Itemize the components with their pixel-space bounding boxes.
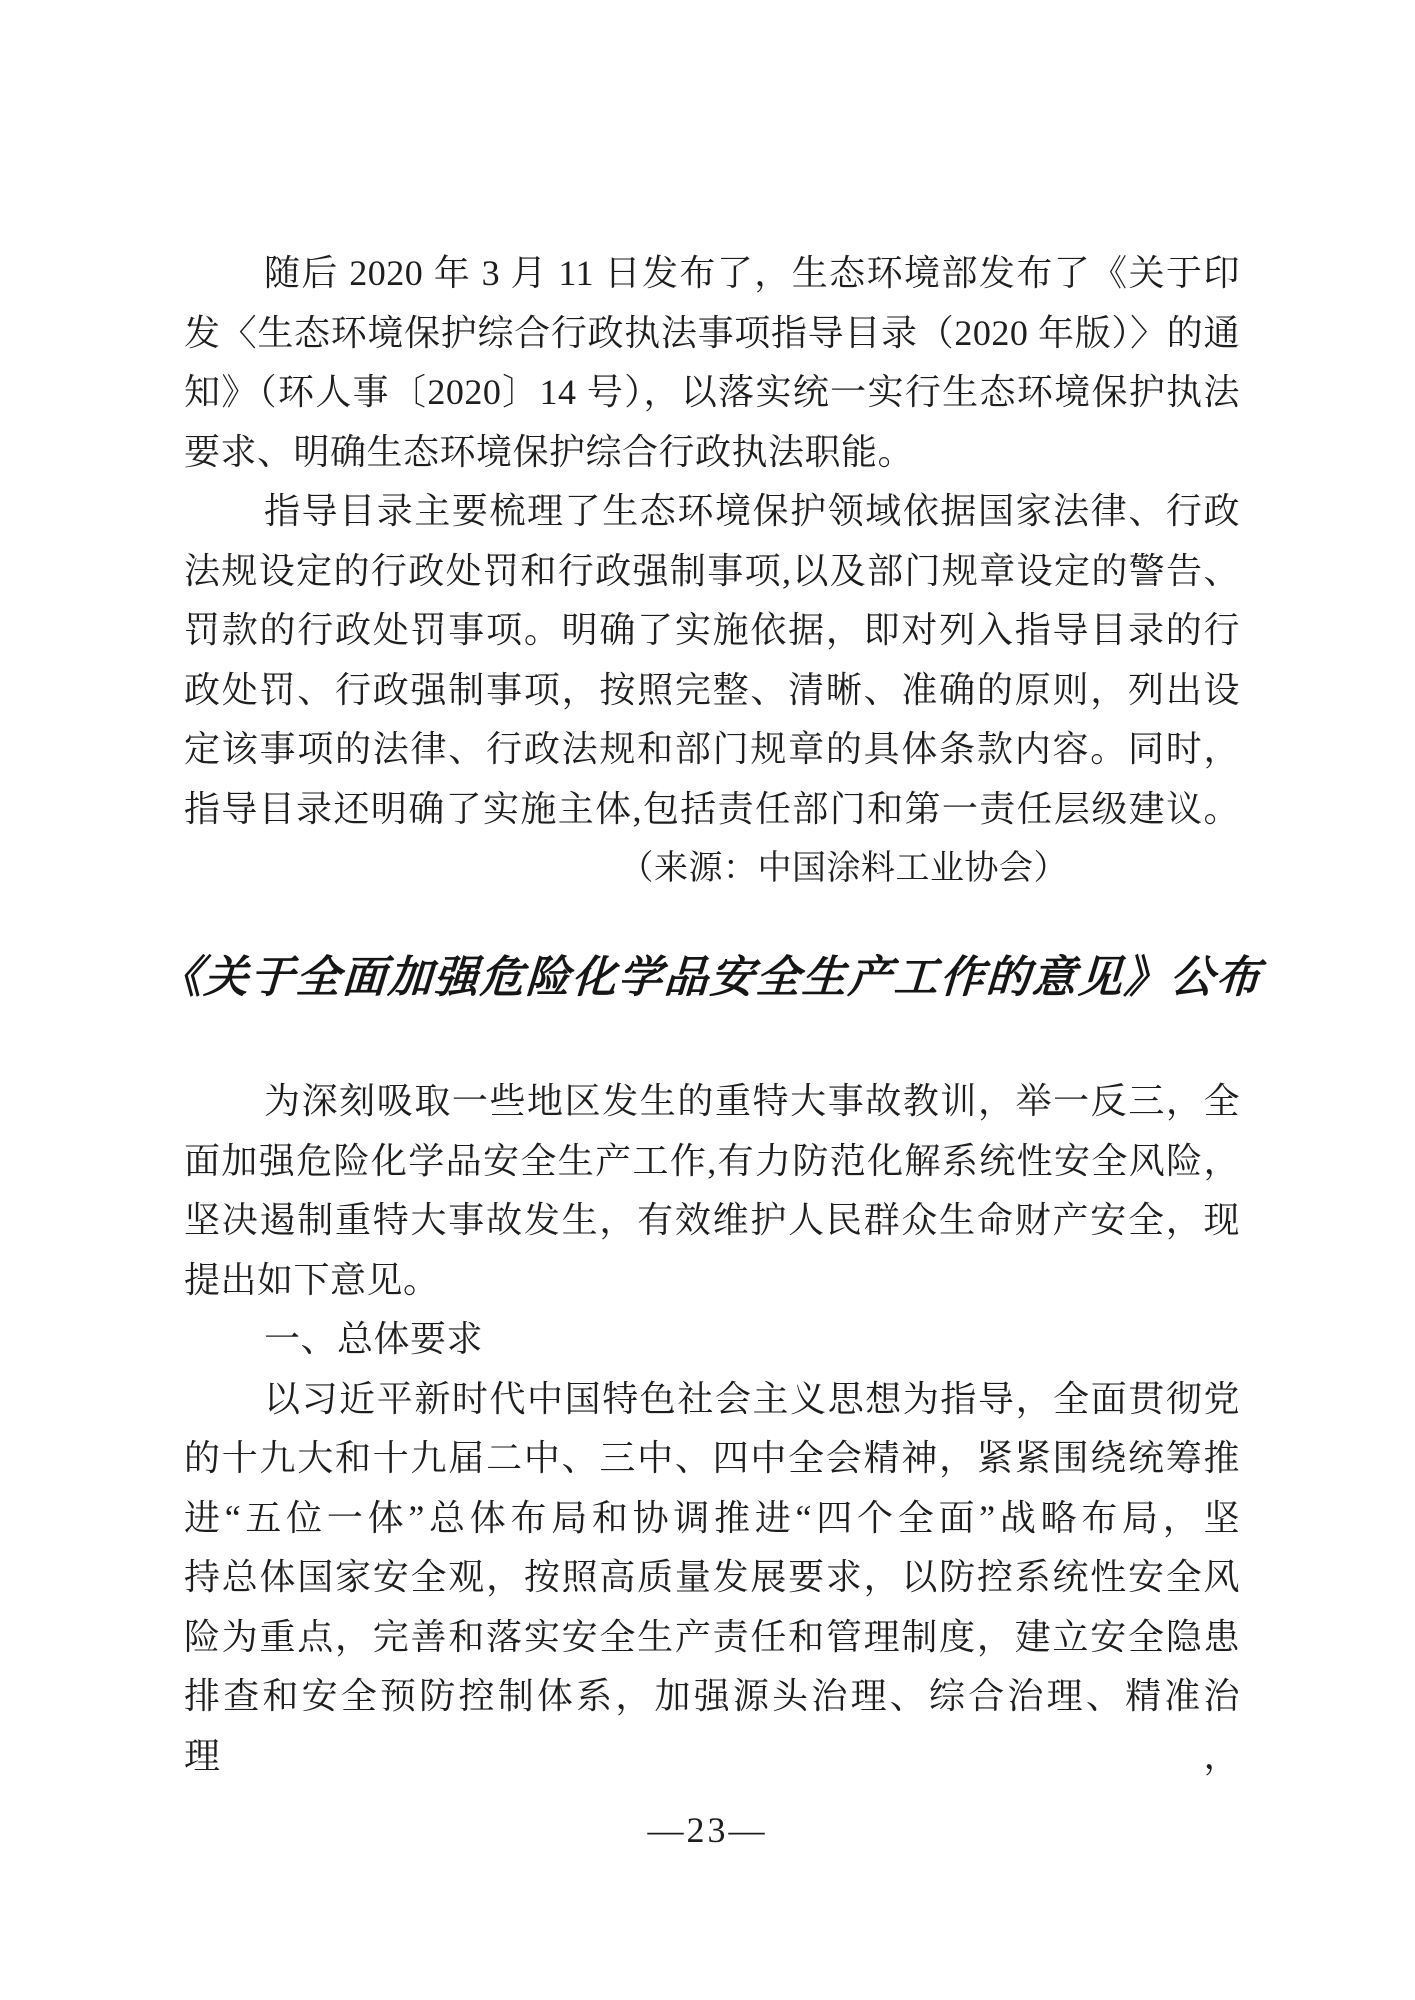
body-text-line: 的十九大和十九届二中、三中、四中全会精神，紧紧围绕统筹推 bbox=[184, 1438, 1240, 1478]
article-2-body bbox=[184, 1072, 1240, 1776]
body-text-line: 政处罚、行政强制事项，按照完整、清晰、准确的原则，列出设 bbox=[184, 669, 1240, 710]
body-text-line: 提出如下意见。 bbox=[184, 1259, 440, 1300]
body-text-line: 进“五位一体”总体布局和协调推进“四个全面”战略布局，坚 bbox=[184, 1497, 1240, 1538]
body-text-line: 为深刻吸取一些地区发生的重特大事故教训，举一反三，全 bbox=[264, 1081, 1240, 1121]
body-text-line: 坚决遏制重特大事故发生，有效维护人民群众生命财产安全，现 bbox=[184, 1200, 1240, 1240]
body-text-line: 排查和安全预防控制体系，加强源头治理、综合治理、精准治理， bbox=[184, 1676, 1240, 1776]
body-text-line: 要求、明确生态环境保护综合行政执法职能。 bbox=[184, 431, 915, 472]
body-text-line: 以习近平新时代中国特色社会主义思想为指导，全面贯彻党 bbox=[264, 1378, 1240, 1419]
body-text-line: 险为重点，完善和落实安全生产责任和管理制度，建立安全隐患 bbox=[184, 1616, 1240, 1657]
body-text-line: 随后 2020 年 3 月 11 日发布了，生态环境部发布了《关于印 bbox=[264, 253, 1240, 293]
page-number: —23— bbox=[647, 1810, 768, 1850]
body-text-line: 指导目录主要梳理了生态环境保护领域依据国家法律、行政 bbox=[264, 491, 1240, 531]
source-attribution: （来源：中国涂料工业协会） bbox=[619, 850, 1068, 887]
body-text-line: 法规设定的行政处罚和行政强制事项,以及部门规章设定的警告、 bbox=[184, 550, 1240, 591]
body-text-line: 面加强危险化学品安全生产工作,有力防范化解系统性安全风险， bbox=[184, 1140, 1240, 1181]
section-subheading: 一、总体要求 bbox=[264, 1319, 484, 1359]
body-text-line: 知》（环人事〔2020〕14 号），以落实统一实行生态环境保护执法 bbox=[184, 372, 1240, 412]
body-text-line: 持总体国家安全观，按照高质量发展要求，以防控系统性安全风 bbox=[184, 1557, 1240, 1597]
body-text-line: 定该事项的法律、行政法规和部门规章的具体条款内容。同时， bbox=[184, 729, 1240, 769]
article-heading: 《关于全面加强危险化学品安全生产工作的意见》公布 bbox=[156, 953, 1264, 1002]
article-1-body bbox=[184, 244, 1240, 899]
body-text-line: 指导目录还明确了实施主体,包括责任部门和第一责任层级建议。 bbox=[184, 788, 1240, 829]
body-text-line: 发〈生态环境保护综合行政执法事项指导目录（2020 年版）〉的通 bbox=[184, 312, 1240, 353]
body-text-line: 罚款的行政处罚事项。明确了实施依据，即对列入指导目录的行 bbox=[184, 610, 1240, 650]
